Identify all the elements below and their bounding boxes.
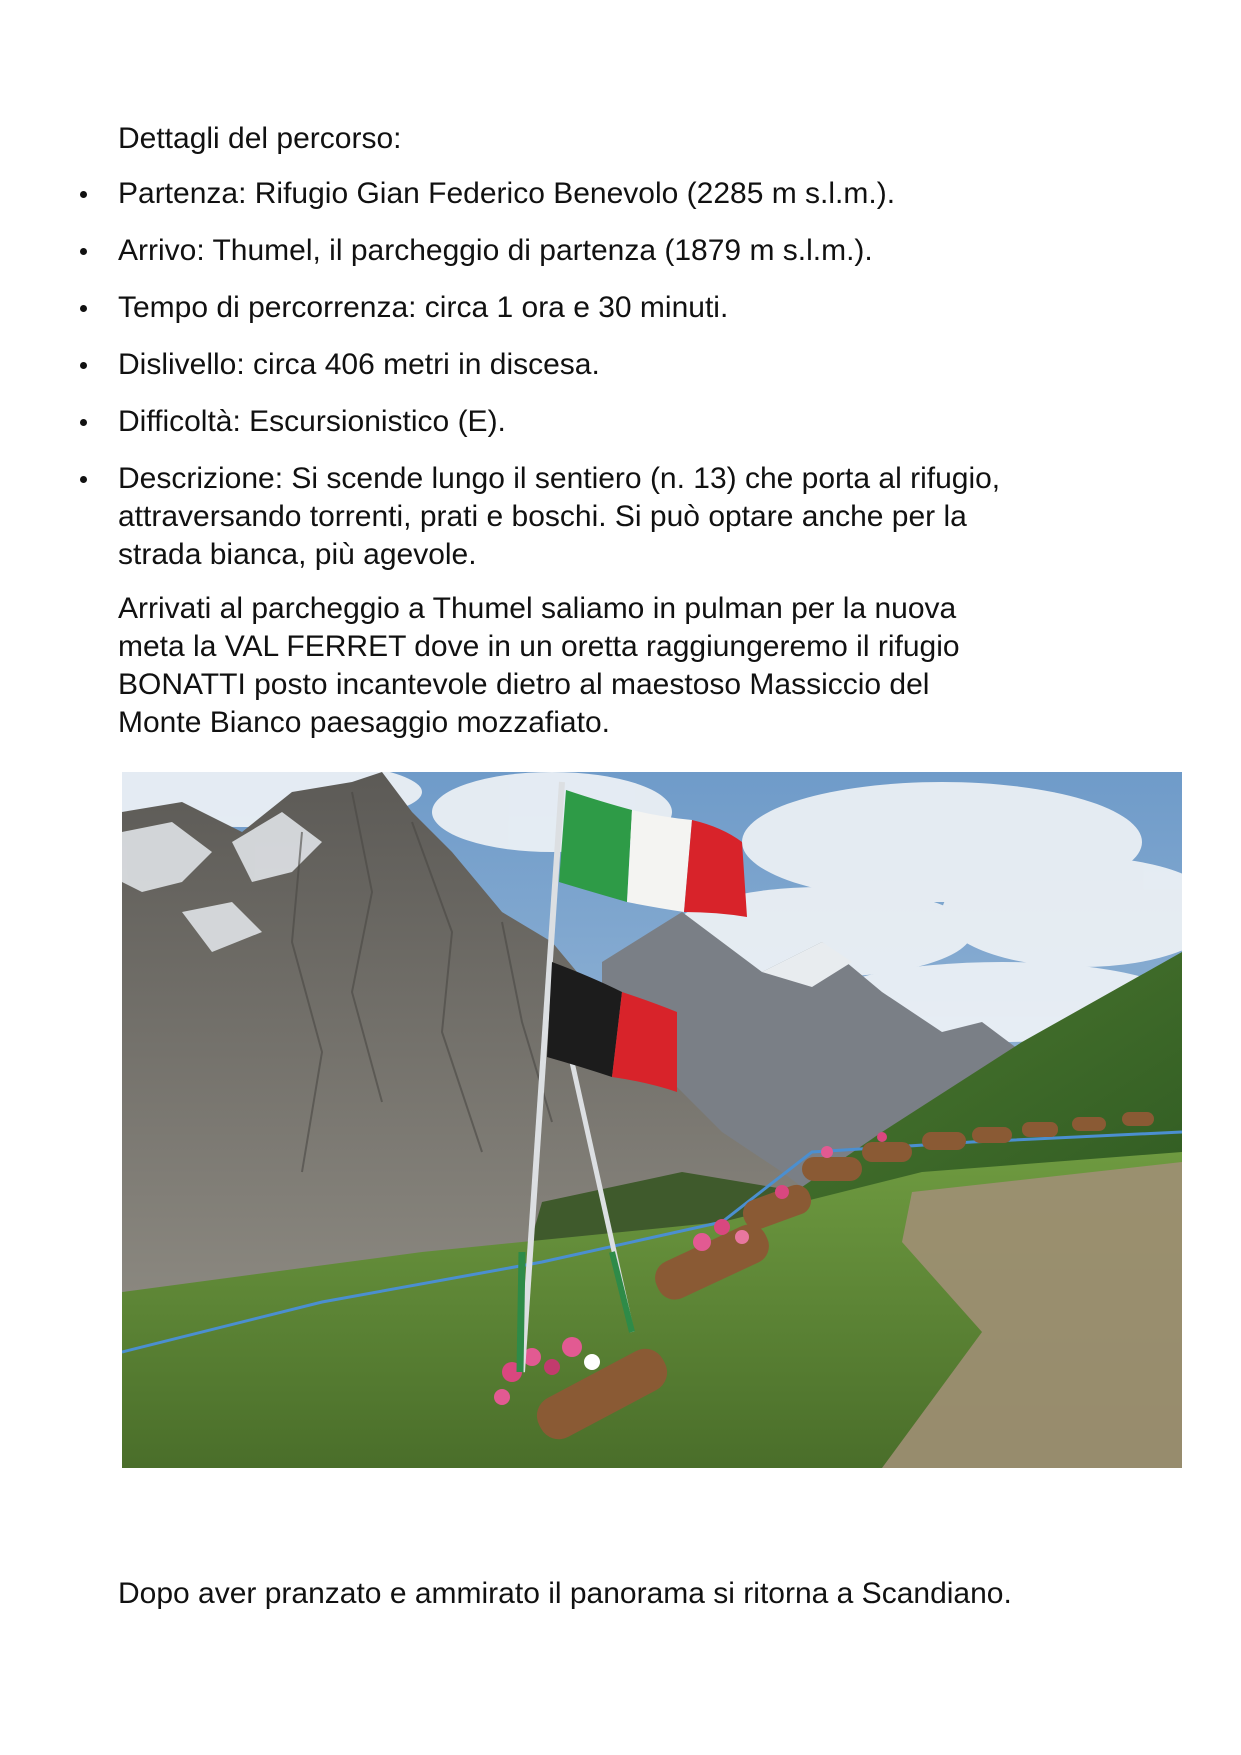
route-details-list bbox=[0, 175, 1118, 593]
list-item: Dislivello: circa 406 metri in discesa. bbox=[0, 346, 1118, 384]
body-paragraph: Arrivati al parcheggio a Thumel saliamo in pulman per la nuova meta la VAL FERRET dove in un oretta raggiungeremo il rifugio BONATTI posto incantevole dietro al maestoso Massiccio del Monte Bianco paesaggio mozzafiato. bbox=[118, 592, 960, 739]
closing-sentence: Dopo aver pranzato e ammirato il panorama si ritorna a Scandiano. bbox=[118, 1577, 1012, 1610]
bullet-icon bbox=[80, 362, 87, 369]
list-item: Difficoltà: Escursionistico (E). bbox=[0, 403, 1118, 441]
list-item: Tempo di percorrenza: circa 1 ora e 30 minuti. bbox=[0, 289, 1118, 327]
list-item: Descrizione: Si scende lungo il sentiero (n. 13) che porta al rifugio, attraversando torrenti, prati e boschi. Si può optare anche per la strada bianca, più agevole. bbox=[0, 460, 1118, 574]
bullet-icon bbox=[80, 476, 87, 483]
bullet-icon bbox=[80, 305, 87, 312]
bullet-icon bbox=[80, 248, 87, 255]
bullet-icon bbox=[80, 191, 87, 198]
list-item: Arrivo: Thumel, il parcheggio di partenza (1879 m s.l.m.). bbox=[0, 232, 1118, 270]
section-heading: Dettagli del percorso: bbox=[118, 122, 402, 155]
list-item: Partenza: Rifugio Gian Federico Benevolo (2285 m s.l.m.). bbox=[0, 175, 1118, 213]
bullet-icon bbox=[80, 419, 87, 426]
mountain-flags-photo bbox=[122, 772, 1182, 1468]
